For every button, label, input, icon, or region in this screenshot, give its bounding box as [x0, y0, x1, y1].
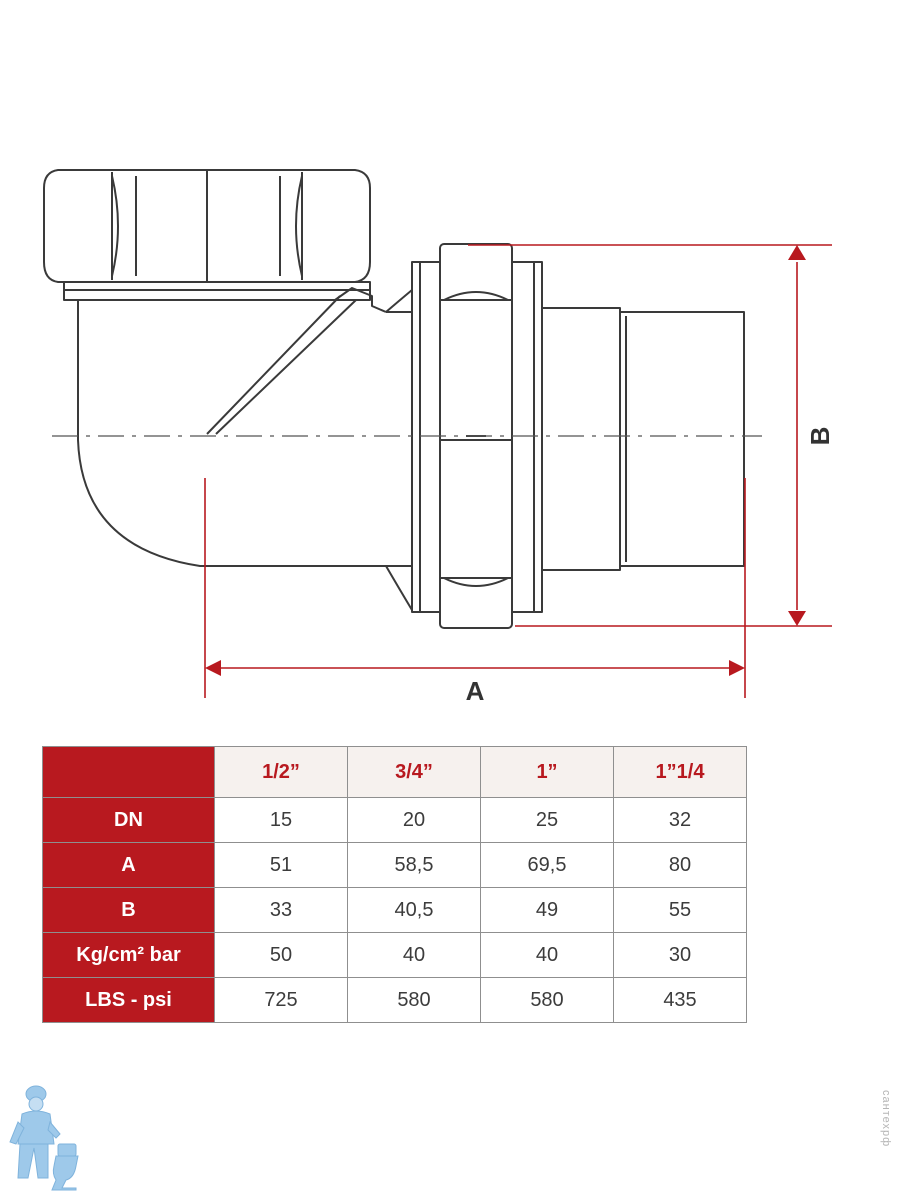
table-cell: 49	[481, 888, 614, 933]
table-cell: 58,5	[348, 843, 481, 888]
table-row	[43, 843, 747, 888]
watermark: сантехрф	[880, 1090, 892, 1148]
dimension-a-label: A	[465, 676, 485, 706]
table-cell: 32	[614, 798, 747, 843]
table-cell: 51	[215, 843, 348, 888]
table-row	[43, 933, 747, 978]
table-cell: 580	[348, 978, 481, 1023]
row-label: A	[43, 843, 215, 888]
table-cell: 40	[348, 933, 481, 978]
plumber-mascot-icon	[8, 1082, 84, 1192]
table-corner-cell	[43, 747, 215, 798]
table-row	[43, 798, 747, 843]
row-label: DN	[43, 798, 215, 843]
female-hex-nut	[44, 170, 370, 282]
table-cell: 40,5	[348, 888, 481, 933]
elbow-body	[78, 288, 412, 610]
table-cell: 30	[614, 933, 747, 978]
row-label: LBS - psi	[43, 978, 215, 1023]
table-row	[43, 888, 747, 933]
dimensions-table	[42, 746, 747, 1023]
male-threaded-end	[542, 308, 744, 570]
row-label: B	[43, 888, 215, 933]
nut-collar	[64, 282, 370, 300]
column-header: 1”	[481, 747, 614, 798]
table-cell: 80	[614, 843, 747, 888]
table-cell: 435	[614, 978, 747, 1023]
table-cell: 725	[215, 978, 348, 1023]
table-cell: 40	[481, 933, 614, 978]
table-cell: 69,5	[481, 843, 614, 888]
table-row	[43, 978, 747, 1023]
table-cell: 50	[215, 933, 348, 978]
dimension-b-label: B	[805, 426, 835, 446]
table-cell: 20	[348, 798, 481, 843]
table-cell: 15	[215, 798, 348, 843]
row-label: Kg/cm² bar	[43, 933, 215, 978]
column-header: 1/2”	[215, 747, 348, 798]
column-header: 1”1/4	[614, 747, 747, 798]
column-header: 3/4”	[348, 747, 481, 798]
dimension-a	[205, 478, 745, 698]
table-cell: 580	[481, 978, 614, 1023]
table-cell: 33	[215, 888, 348, 933]
table-cell: 25	[481, 798, 614, 843]
table-header-row	[43, 747, 747, 798]
table-cell: 55	[614, 888, 747, 933]
